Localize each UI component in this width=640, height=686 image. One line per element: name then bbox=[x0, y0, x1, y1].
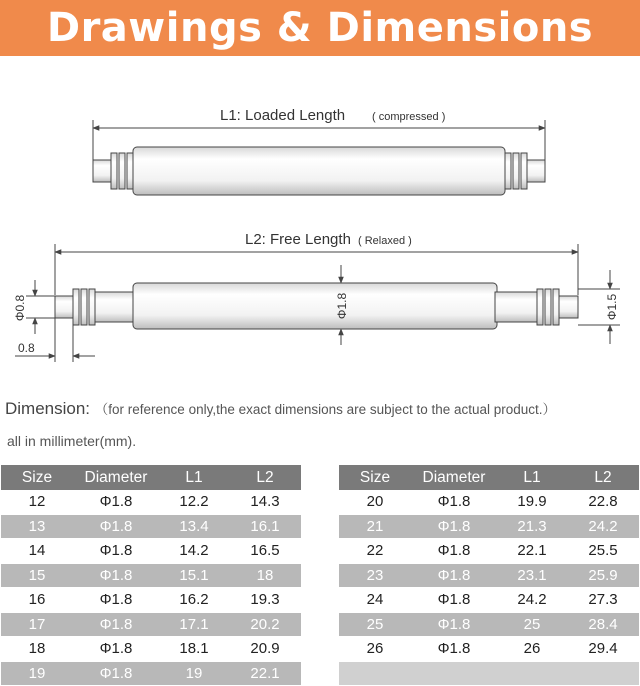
header-l2: L2 bbox=[567, 465, 639, 490]
table-cell: 13 bbox=[1, 514, 73, 539]
relaxed-bar bbox=[13, 231, 620, 362]
table-cell: Φ1.8 bbox=[411, 637, 497, 662]
table-cell: Φ1.8 bbox=[73, 490, 159, 514]
table-cell: Φ1.8 bbox=[411, 563, 497, 588]
table-cell: 25.5 bbox=[567, 539, 639, 564]
table-cell: Φ1.8 bbox=[73, 612, 159, 637]
body-diameter-label: Φ1.8 bbox=[335, 292, 349, 320]
table-cell: Φ1.8 bbox=[73, 514, 159, 539]
table-cell: 22.1 bbox=[229, 661, 301, 686]
dimension-label: Dimension: bbox=[5, 399, 91, 418]
table-cell: Φ1.8 bbox=[73, 661, 159, 686]
table-cell: 25.9 bbox=[567, 563, 639, 588]
table-cell: 12 bbox=[1, 490, 73, 514]
header-diameter: Diameter bbox=[411, 465, 497, 490]
table-cell: 13.4 bbox=[159, 514, 229, 539]
table-cell: 21 bbox=[339, 514, 411, 539]
shoulder-diameter-label: Φ1.5 bbox=[605, 293, 619, 321]
table-cell: 23.1 bbox=[497, 563, 567, 588]
header-l1: L1 bbox=[497, 465, 567, 490]
table-cell: Φ1.8 bbox=[411, 490, 497, 514]
l2-label: L2: Free Length bbox=[245, 231, 351, 248]
table-cell: 24 bbox=[339, 588, 411, 613]
table-cell: 18.1 bbox=[159, 637, 229, 662]
table-cell: 20.9 bbox=[229, 637, 301, 662]
spring-bar-drawing bbox=[0, 56, 640, 396]
table-cell: 18 bbox=[1, 637, 73, 662]
table-cell: 25 bbox=[339, 612, 411, 637]
table-row bbox=[339, 661, 639, 686]
table-cell: 19 bbox=[1, 661, 73, 686]
table-row bbox=[1, 661, 301, 686]
table-cell: 21.3 bbox=[497, 514, 567, 539]
table-cell: 16.5 bbox=[229, 539, 301, 564]
table-row bbox=[1, 612, 301, 637]
table-row bbox=[339, 637, 639, 662]
table-row bbox=[339, 514, 639, 539]
table-cell: 22.8 bbox=[567, 490, 639, 514]
table-row bbox=[1, 514, 301, 539]
compressed-bar bbox=[93, 107, 545, 195]
title-banner bbox=[0, 0, 640, 56]
table-row bbox=[339, 563, 639, 588]
table-cell: 19.3 bbox=[229, 588, 301, 613]
table-filler-cell bbox=[339, 661, 639, 686]
table-cell: Φ1.8 bbox=[411, 588, 497, 613]
table-cell: 20.2 bbox=[229, 612, 301, 637]
header-l1: L1 bbox=[159, 465, 229, 490]
table-cell: 15 bbox=[1, 563, 73, 588]
table-cell: 14.3 bbox=[229, 490, 301, 514]
table-cell: 19.9 bbox=[497, 490, 567, 514]
size-table-right bbox=[339, 465, 639, 686]
table-cell: 22 bbox=[339, 539, 411, 564]
table-cell: 28.4 bbox=[567, 612, 639, 637]
table-cell: 23 bbox=[339, 563, 411, 588]
dimension-disclaimer: （for reference only,the exact dimensions are subject to the actual product.） bbox=[94, 402, 557, 417]
table-row bbox=[1, 539, 301, 564]
table-cell: 24.2 bbox=[567, 514, 639, 539]
table-header-row bbox=[1, 465, 301, 490]
table-cell: 14 bbox=[1, 539, 73, 564]
header-size: Size bbox=[1, 465, 73, 490]
table-cell: Φ1.8 bbox=[73, 588, 159, 613]
table-cell: 22.1 bbox=[497, 539, 567, 564]
table-cell: Φ1.8 bbox=[411, 612, 497, 637]
table-header-row bbox=[339, 465, 639, 490]
unit-note: all in millimeter(mm). bbox=[7, 433, 137, 449]
page-title: Drawings & Dimensions bbox=[46, 5, 594, 51]
table-cell: 20 bbox=[339, 490, 411, 514]
table-cell: Φ1.8 bbox=[411, 514, 497, 539]
table-cell: 17 bbox=[1, 612, 73, 637]
table-cell: 12.2 bbox=[159, 490, 229, 514]
table-cell: Φ1.8 bbox=[411, 539, 497, 564]
table-cell: 16.1 bbox=[229, 514, 301, 539]
header-size: Size bbox=[339, 465, 411, 490]
l1-note: ( compressed ) bbox=[372, 111, 446, 123]
table-row bbox=[1, 563, 301, 588]
table-cell: 29.4 bbox=[567, 637, 639, 662]
table-cell: 14.2 bbox=[159, 539, 229, 564]
table-row bbox=[1, 490, 301, 514]
size-table-left bbox=[1, 465, 301, 686]
table-cell: Φ1.8 bbox=[73, 637, 159, 662]
table-cell: 26 bbox=[339, 637, 411, 662]
header-l2: L2 bbox=[229, 465, 301, 490]
table-cell: 17.1 bbox=[159, 612, 229, 637]
header-diameter: Diameter bbox=[73, 465, 159, 490]
table-row bbox=[1, 637, 301, 662]
table-cell: 18 bbox=[229, 563, 301, 588]
l2-note: ( Relaxed ) bbox=[358, 235, 412, 247]
tip-diameter-label: Φ0.8 bbox=[13, 294, 27, 322]
table-cell: 15.1 bbox=[159, 563, 229, 588]
table-cell: 27.3 bbox=[567, 588, 639, 613]
tip-length-label: 0.8 bbox=[18, 341, 35, 355]
table-cell: 24.2 bbox=[497, 588, 567, 613]
table-cell: 25 bbox=[497, 612, 567, 637]
table-row bbox=[339, 612, 639, 637]
table-row bbox=[339, 539, 639, 564]
table-cell: 16 bbox=[1, 588, 73, 613]
table-row bbox=[1, 588, 301, 613]
table-cell: Φ1.8 bbox=[73, 539, 159, 564]
table-row bbox=[339, 490, 639, 514]
l1-label: L1: Loaded Length bbox=[220, 107, 346, 124]
table-row bbox=[339, 588, 639, 613]
table-cell: 16.2 bbox=[159, 588, 229, 613]
table-cell: 26 bbox=[497, 637, 567, 662]
dimension-note bbox=[5, 398, 640, 419]
table-cell: 19 bbox=[159, 661, 229, 686]
table-cell: Φ1.8 bbox=[73, 563, 159, 588]
